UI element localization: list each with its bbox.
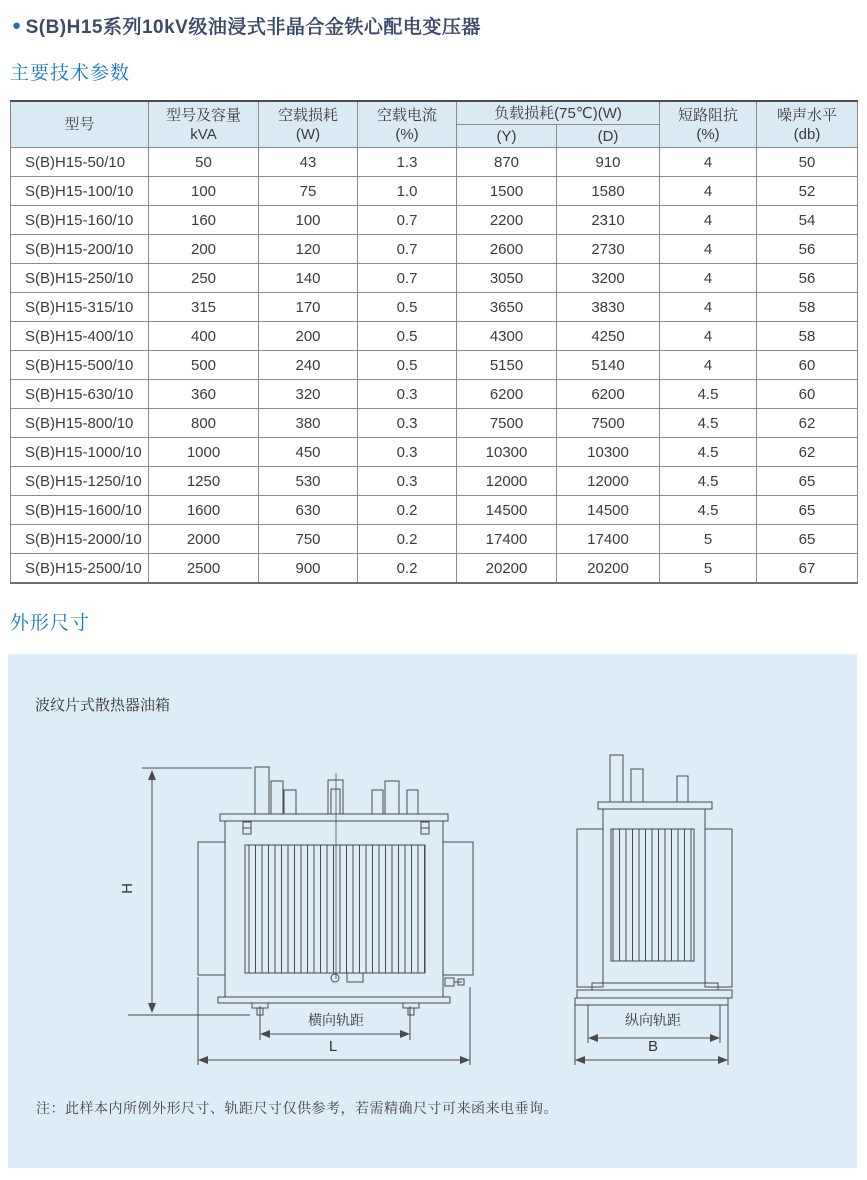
parameters-table: [10, 100, 858, 584]
col-header-capacity-line1: 型号及容量: [165, 106, 241, 124]
value-cell: 4: [660, 235, 757, 264]
col-header-no-load-current: [358, 101, 457, 148]
col-header-load-loss: 负载损耗(75℃)(W): [457, 101, 660, 125]
col-header-no-load-loss-line1: 空载损耗: [277, 106, 338, 124]
table-row: [11, 409, 858, 438]
value-cell: 17400: [557, 525, 660, 554]
table-row: [11, 235, 858, 264]
value-cell: 54: [757, 206, 858, 235]
col-header-capacity-line2: kVA: [190, 125, 217, 143]
col-header-no-load-current-line1: 空载电流: [376, 106, 437, 124]
col-header-no-load-loss-line2: (W): [295, 125, 321, 143]
value-cell: 50: [757, 148, 858, 177]
value-cell: 500: [149, 351, 259, 380]
value-cell: 750: [259, 525, 358, 554]
dimension-label-front-gauge: 横向轨距: [308, 1012, 364, 1028]
model-cell: S(B)H15-200/10: [11, 235, 149, 264]
value-cell: 1580: [557, 177, 660, 206]
model-cell: S(B)H15-2500/10: [11, 554, 149, 584]
value-cell: 7500: [557, 409, 660, 438]
value-cell: 17400: [457, 525, 557, 554]
value-cell: 14500: [457, 496, 557, 525]
col-header-capacity: [149, 101, 259, 148]
model-cell: S(B)H15-315/10: [11, 293, 149, 322]
value-cell: 5: [660, 554, 757, 584]
page-title: [12, 12, 481, 39]
value-cell: 7500: [457, 409, 557, 438]
transformer-outline-drawing: [8, 654, 857, 1168]
value-cell: 400: [149, 322, 259, 351]
value-cell: 870: [457, 148, 557, 177]
model-cell: S(B)H15-500/10: [11, 351, 149, 380]
value-cell: 4: [660, 177, 757, 206]
value-cell: 100: [149, 177, 259, 206]
value-cell: 14500: [557, 496, 660, 525]
value-cell: 3830: [557, 293, 660, 322]
value-cell: 120: [259, 235, 358, 264]
value-cell: 75: [259, 177, 358, 206]
section-heading-dimensions: 外形尺寸: [10, 613, 91, 634]
value-cell: 0.2: [358, 525, 457, 554]
table-row: [11, 351, 858, 380]
value-cell: 3050: [457, 264, 557, 293]
table-row: [11, 380, 858, 409]
value-cell: 320: [259, 380, 358, 409]
value-cell: 4: [660, 148, 757, 177]
footnote: 注：此样本内所例外形尺寸、轨距尺寸仅供参考，若需精确尺寸可来函来电垂询。: [36, 1100, 558, 1116]
value-cell: 0.7: [358, 235, 457, 264]
value-cell: 200: [259, 322, 358, 351]
value-cell: 10300: [457, 438, 557, 467]
value-cell: 1.3: [358, 148, 457, 177]
value-cell: 65: [757, 525, 858, 554]
value-cell: 67: [757, 554, 858, 584]
col-header-model: 型号: [11, 101, 149, 148]
col-header-load-loss-y: (Y): [457, 125, 557, 148]
value-cell: 6200: [557, 380, 660, 409]
value-cell: 5: [660, 525, 757, 554]
value-cell: 4.5: [660, 380, 757, 409]
dimension-label-height: H: [118, 883, 136, 894]
value-cell: 2200: [457, 206, 557, 235]
value-cell: 0.2: [358, 496, 457, 525]
col-header-load-loss-d: (D): [557, 125, 660, 148]
value-cell: 4: [660, 351, 757, 380]
col-header-noise-line1: 噪声水平: [777, 106, 838, 124]
value-cell: 2730: [557, 235, 660, 264]
value-cell: 4: [660, 322, 757, 351]
table-header: [11, 101, 858, 148]
model-cell: S(B)H15-250/10: [11, 264, 149, 293]
value-cell: 12000: [457, 467, 557, 496]
value-cell: 3200: [557, 264, 660, 293]
value-cell: 10300: [557, 438, 660, 467]
value-cell: 4.5: [660, 438, 757, 467]
section-heading-parameters: 主要技术参数: [10, 63, 131, 84]
table-row: [11, 293, 858, 322]
model-cell: S(B)H15-1000/10: [11, 438, 149, 467]
value-cell: 315: [149, 293, 259, 322]
col-header-impedance-line2: (%): [696, 125, 720, 143]
value-cell: 530: [259, 467, 358, 496]
value-cell: 56: [757, 264, 858, 293]
col-header-impedance: [660, 101, 757, 148]
value-cell: 2600: [457, 235, 557, 264]
value-cell: 0.5: [358, 293, 457, 322]
value-cell: 170: [259, 293, 358, 322]
dimension-label-side-gauge: 纵向轨距: [625, 1012, 681, 1028]
value-cell: 4250: [557, 322, 660, 351]
table-body: [11, 148, 858, 584]
value-cell: 2000: [149, 525, 259, 554]
model-cell: S(B)H15-800/10: [11, 409, 149, 438]
value-cell: 43: [259, 148, 358, 177]
value-cell: 12000: [557, 467, 660, 496]
page-title-text: S(B)H15系列10kV级油浸式非晶合金铁心配电变压器: [25, 17, 481, 38]
value-cell: 6200: [457, 380, 557, 409]
value-cell: 20200: [457, 554, 557, 584]
value-cell: 360: [149, 380, 259, 409]
value-cell: 0.7: [358, 264, 457, 293]
value-cell: 910: [557, 148, 660, 177]
col-header-no-load-loss: [259, 101, 358, 148]
value-cell: 380: [259, 409, 358, 438]
value-cell: 900: [259, 554, 358, 584]
bullet-icon: ●: [12, 17, 22, 34]
value-cell: 4.5: [660, 467, 757, 496]
value-cell: 100: [259, 206, 358, 235]
value-cell: 0.2: [358, 554, 457, 584]
value-cell: 0.3: [358, 380, 457, 409]
drawing-caption: 波纹片式散热器油箱: [35, 697, 171, 714]
value-cell: 1500: [457, 177, 557, 206]
value-cell: 4: [660, 264, 757, 293]
table-row: [11, 177, 858, 206]
value-cell: 3650: [457, 293, 557, 322]
value-cell: 5140: [557, 351, 660, 380]
value-cell: 4.5: [660, 409, 757, 438]
model-cell: S(B)H15-100/10: [11, 177, 149, 206]
value-cell: 630: [259, 496, 358, 525]
model-cell: S(B)H15-1600/10: [11, 496, 149, 525]
value-cell: 250: [149, 264, 259, 293]
col-header-noise: [757, 101, 858, 148]
value-cell: 4300: [457, 322, 557, 351]
col-header-no-load-current-line2: (%): [395, 125, 419, 143]
dimension-label-length: L: [328, 1038, 338, 1055]
model-cell: S(B)H15-50/10: [11, 148, 149, 177]
value-cell: 56: [757, 235, 858, 264]
value-cell: 60: [757, 351, 858, 380]
value-cell: 200: [149, 235, 259, 264]
col-header-noise-line2: (db): [793, 125, 821, 143]
value-cell: 65: [757, 496, 858, 525]
table-row: [11, 148, 858, 177]
value-cell: 4: [660, 206, 757, 235]
value-cell: 52: [757, 177, 858, 206]
table-row: [11, 467, 858, 496]
value-cell: 450: [259, 438, 358, 467]
value-cell: 20200: [557, 554, 660, 584]
table-row: [11, 206, 858, 235]
table-row: [11, 525, 858, 554]
value-cell: 62: [757, 409, 858, 438]
value-cell: 0.7: [358, 206, 457, 235]
table-row: [11, 496, 858, 525]
value-cell: 65: [757, 467, 858, 496]
value-cell: 4: [660, 293, 757, 322]
value-cell: 2310: [557, 206, 660, 235]
value-cell: 58: [757, 322, 858, 351]
value-cell: 1250: [149, 467, 259, 496]
table-row: [11, 322, 858, 351]
value-cell: 4.5: [660, 496, 757, 525]
value-cell: 800: [149, 409, 259, 438]
value-cell: 0.5: [358, 351, 457, 380]
table-row: [11, 264, 858, 293]
value-cell: 160: [149, 206, 259, 235]
value-cell: 58: [757, 293, 858, 322]
model-cell: S(B)H15-630/10: [11, 380, 149, 409]
value-cell: 50: [149, 148, 259, 177]
col-header-impedance-line1: 短路阻抗: [678, 106, 739, 124]
value-cell: 62: [757, 438, 858, 467]
value-cell: 1000: [149, 438, 259, 467]
model-cell: S(B)H15-400/10: [11, 322, 149, 351]
table-row: [11, 438, 858, 467]
value-cell: 0.3: [358, 467, 457, 496]
dimension-label-breadth: B: [647, 1038, 658, 1055]
value-cell: 140: [259, 264, 358, 293]
model-cell: S(B)H15-1250/10: [11, 467, 149, 496]
value-cell: 60: [757, 380, 858, 409]
table-row: [11, 554, 858, 584]
value-cell: 1.0: [358, 177, 457, 206]
dimensions-panel: [8, 654, 857, 1168]
model-cell: S(B)H15-160/10: [11, 206, 149, 235]
value-cell: 2500: [149, 554, 259, 584]
model-cell: S(B)H15-2000/10: [11, 525, 149, 554]
value-cell: 0.3: [358, 438, 457, 467]
value-cell: 1600: [149, 496, 259, 525]
value-cell: 5150: [457, 351, 557, 380]
value-cell: 0.3: [358, 409, 457, 438]
value-cell: 240: [259, 351, 358, 380]
value-cell: 0.5: [358, 322, 457, 351]
